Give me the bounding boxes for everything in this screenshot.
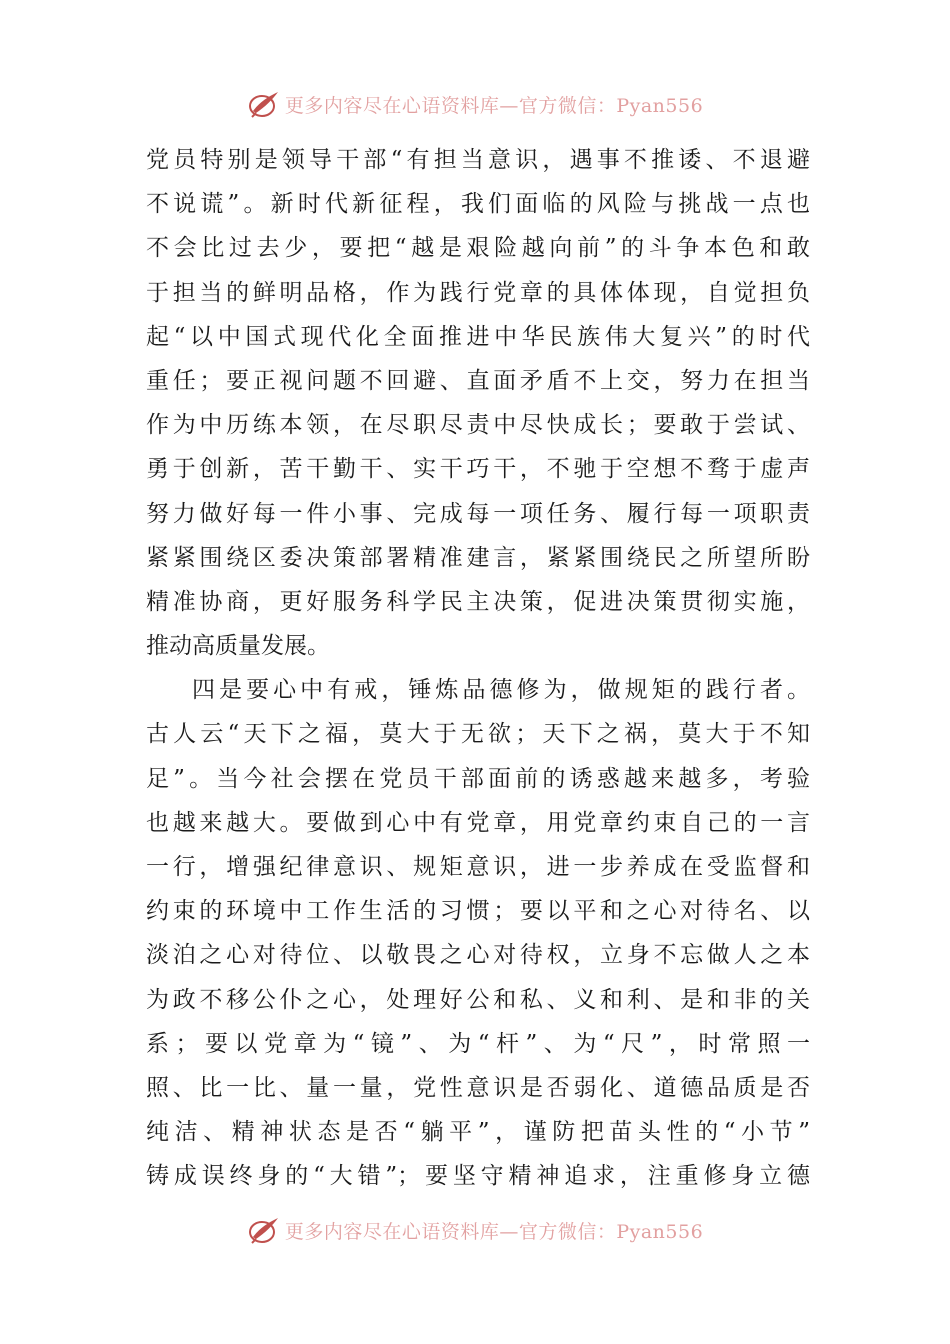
paragraph-heading-line: 四是要心中有戒，锤炼品德修为，做规矩的践行者。: [192, 677, 810, 704]
text-line: 努力做好每一件小事、完成每一项任务、履行每一项职责: [146, 500, 810, 527]
quill-logo-icon: [247, 1215, 281, 1245]
text-line: 纯洁、精神状态是否“躺平”，谨防把苗头性的“小节”: [146, 1119, 810, 1146]
text-line: 淡泊之心对待位、以敬畏之心对待权，立身不忘做人之本: [146, 942, 810, 969]
text-line: 为政不移公仆之心，处理好公和私、义和利、是和非的关: [146, 986, 810, 1013]
text-line: 推动高质量发展。: [146, 633, 330, 660]
text-line: 起“以中国式现代化全面推进中华民族伟大复兴”的时代: [146, 323, 810, 350]
text-line: 古人云“天下之福，莫大于无欲；天下之祸，莫大于不知: [146, 721, 810, 748]
text-line: 系；要以党章为“镜”、为“杆”、为“尺”，时常照一: [146, 1030, 810, 1057]
text-line: 也越来越大。要做到心中有党章，用党章约束自己的一言: [146, 809, 810, 836]
text-line: 足”。当今社会摆在党员干部面前的诱惑越来越多，考验: [146, 765, 810, 792]
text-line: 党员特别是领导干部“有担当意识，遇事不推诿、不退避: [146, 147, 810, 173]
text-line: 不说谎”。新时代新征程，我们面临的风险与挑战一点也: [146, 191, 810, 218]
header-banner-text: 更多内容尽在心语资料库—官方微信：Pyan556: [284, 94, 704, 117]
document-body: [146, 138, 810, 1199]
text-line: 一行，增强纪律意识、规矩意识，进一步养成在受监督和: [146, 854, 810, 880]
footer-banner: [0, 1210, 950, 1250]
text-line: 紧紧围绕区委决策部署精准建言，紧紧围绕民之所望所盼: [146, 544, 810, 571]
text-line: 不会比过去少，要把“越是艰险越向前”的斗争本色和敢: [146, 235, 810, 262]
text-line: 重任；要正视问题不回避、直面矛盾不上交，努力在担当: [146, 367, 810, 394]
footer-banner-text: 更多内容尽在心语资料库—官方微信：Pyan556: [284, 1220, 704, 1243]
text-line: 精准协商，更好服务科学民主决策，促进决策贯彻实施，: [146, 588, 810, 615]
text-line: 作为中历练本领，在尽职尽责中尽快成长；要敢于尝试、: [146, 412, 810, 439]
text-line: 铸成误终身的“大错”；要坚守精神追求，注重修身立德: [146, 1163, 810, 1190]
text-line: 勇于创新，苦干勤干、实干巧干，不驰于空想不骛于虚声: [146, 456, 810, 483]
quill-logo-icon: [247, 89, 281, 119]
header-banner: [0, 84, 950, 124]
text-line: 约束的环境中工作生活的习惯；要以平和之心对待名、以: [146, 898, 810, 925]
text-line: 照、比一比、量一量，党性意识是否弱化、道德品质是否: [146, 1074, 810, 1101]
text-line: 于担当的鲜明品格，作为践行党章的具体体现，自觉担负: [146, 279, 810, 306]
